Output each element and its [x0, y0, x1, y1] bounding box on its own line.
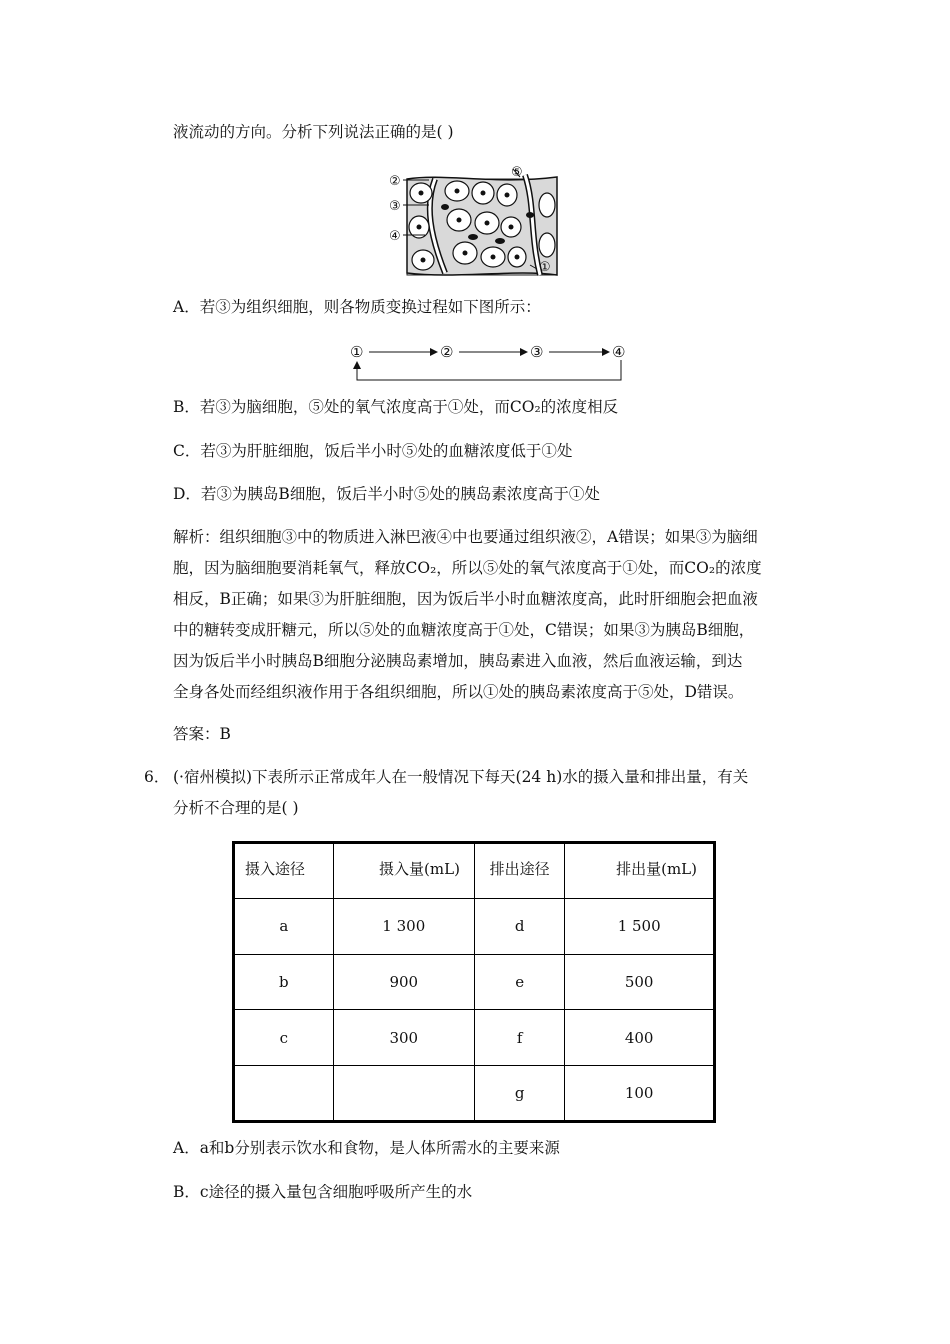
table-cell: b — [234, 954, 334, 1010]
label-4: ④ — [389, 229, 401, 244]
table-cell: d — [474, 898, 564, 954]
header-output-route: 排出途径 — [474, 843, 564, 899]
table-cell — [333, 1066, 474, 1122]
analysis-line: 中的糖转变成肝糖元，所以⑤处的血糖浓度高于①处，C错误；如果③为胰岛B细胞， — [173, 621, 755, 639]
table-cell — [234, 1066, 334, 1122]
table-cell: 500 — [565, 954, 715, 1010]
label-2: ② — [389, 174, 401, 189]
table-header-row — [234, 843, 715, 899]
header-intake-amount: 摄入量(mL) — [333, 843, 474, 899]
flow-node-1: ① — [350, 343, 364, 361]
flow-node-3: ③ — [530, 343, 544, 361]
table-row — [234, 898, 715, 954]
question-number: 6． — [144, 768, 170, 786]
flow-return-arrow — [357, 360, 621, 380]
table-cell: 900 — [333, 954, 474, 1010]
question-6-option-a: A．a和b分别表示饮水和食物，是人体所需水的主要来源 — [173, 1139, 560, 1157]
table-cell: f — [474, 1010, 564, 1066]
label-1: ① — [539, 260, 551, 275]
table-cell: c — [234, 1010, 334, 1066]
option-b: B．若③为脑细胞，⑤处的氧气浓度高于①处，而CO₂的浓度相反 — [173, 398, 619, 416]
table-cell: e — [474, 954, 564, 1010]
option-d: D．若③为胰岛B细胞，饭后半小时⑤处的胰岛素浓度高于①处 — [173, 485, 600, 503]
flow-diagram — [345, 340, 635, 385]
analysis-line: 因为饭后半小时胰岛B细胞分泌胰岛素增加，胰岛素进入血液，然后血液运输，到达 — [173, 652, 743, 670]
table-cell: g — [474, 1066, 564, 1122]
header-intake-route: 摄入途径 — [234, 843, 334, 899]
tissue-diagram — [385, 165, 575, 280]
option-c: C．若③为肝脏细胞，饭后半小时⑤处的血糖浓度低于①处 — [173, 442, 573, 460]
analysis-line: 全身各处而经组织液作用于各组织细胞，所以①处的胰岛素浓度高于⑤处，D错误。 — [173, 683, 744, 701]
analysis-line: 解析：组织细胞③中的物质进入淋巴液④中也要通过组织液②，A错误；如果③为脑细 — [173, 528, 758, 546]
table-cell: 400 — [565, 1010, 715, 1066]
flow-node-2: ② — [440, 343, 454, 361]
label-5: ⑤ — [511, 165, 523, 180]
table-cell: 300 — [333, 1010, 474, 1066]
table-row — [234, 954, 715, 1010]
table-row — [234, 1010, 715, 1066]
question-6-option-b: B．c途径的摄入量包含细胞呼吸所产生的水 — [173, 1183, 473, 1201]
table-cell: 1 500 — [565, 898, 715, 954]
analysis-line: 相反，B正确；如果③为肝脏细胞，因为饭后半小时血糖浓度高，此时肝细胞会把血液 — [173, 590, 758, 608]
option-a: A．若③为组织细胞，则各物质变换过程如下图所示： — [173, 298, 541, 316]
analysis-line: 胞，因为脑细胞要消耗氧气，释放CO₂，所以⑤处的氧气浓度高于①处，而CO₂的浓度 — [173, 559, 762, 577]
table-cell: a — [234, 898, 334, 954]
header-output-amount: 排出量(mL) — [565, 843, 715, 899]
answer: 答案：B — [173, 725, 231, 743]
question-intro-line: 液流动的方向。分析下列说法正确的是( ) — [173, 123, 454, 141]
question-6-line-2: 分析不合理的是( ) — [173, 799, 299, 817]
table-cell: 1 300 — [333, 898, 474, 954]
table-cell: 100 — [565, 1066, 715, 1122]
flow-node-4: ④ — [612, 343, 626, 361]
table-row — [234, 1066, 715, 1122]
question-6-line-1: (·宿州模拟)下表所示正常成年人在一般情况下每天(24 h)水的摄入量和排出量，有关 — [173, 768, 749, 786]
water-intake-table — [232, 841, 716, 1123]
label-3: ③ — [389, 199, 401, 214]
